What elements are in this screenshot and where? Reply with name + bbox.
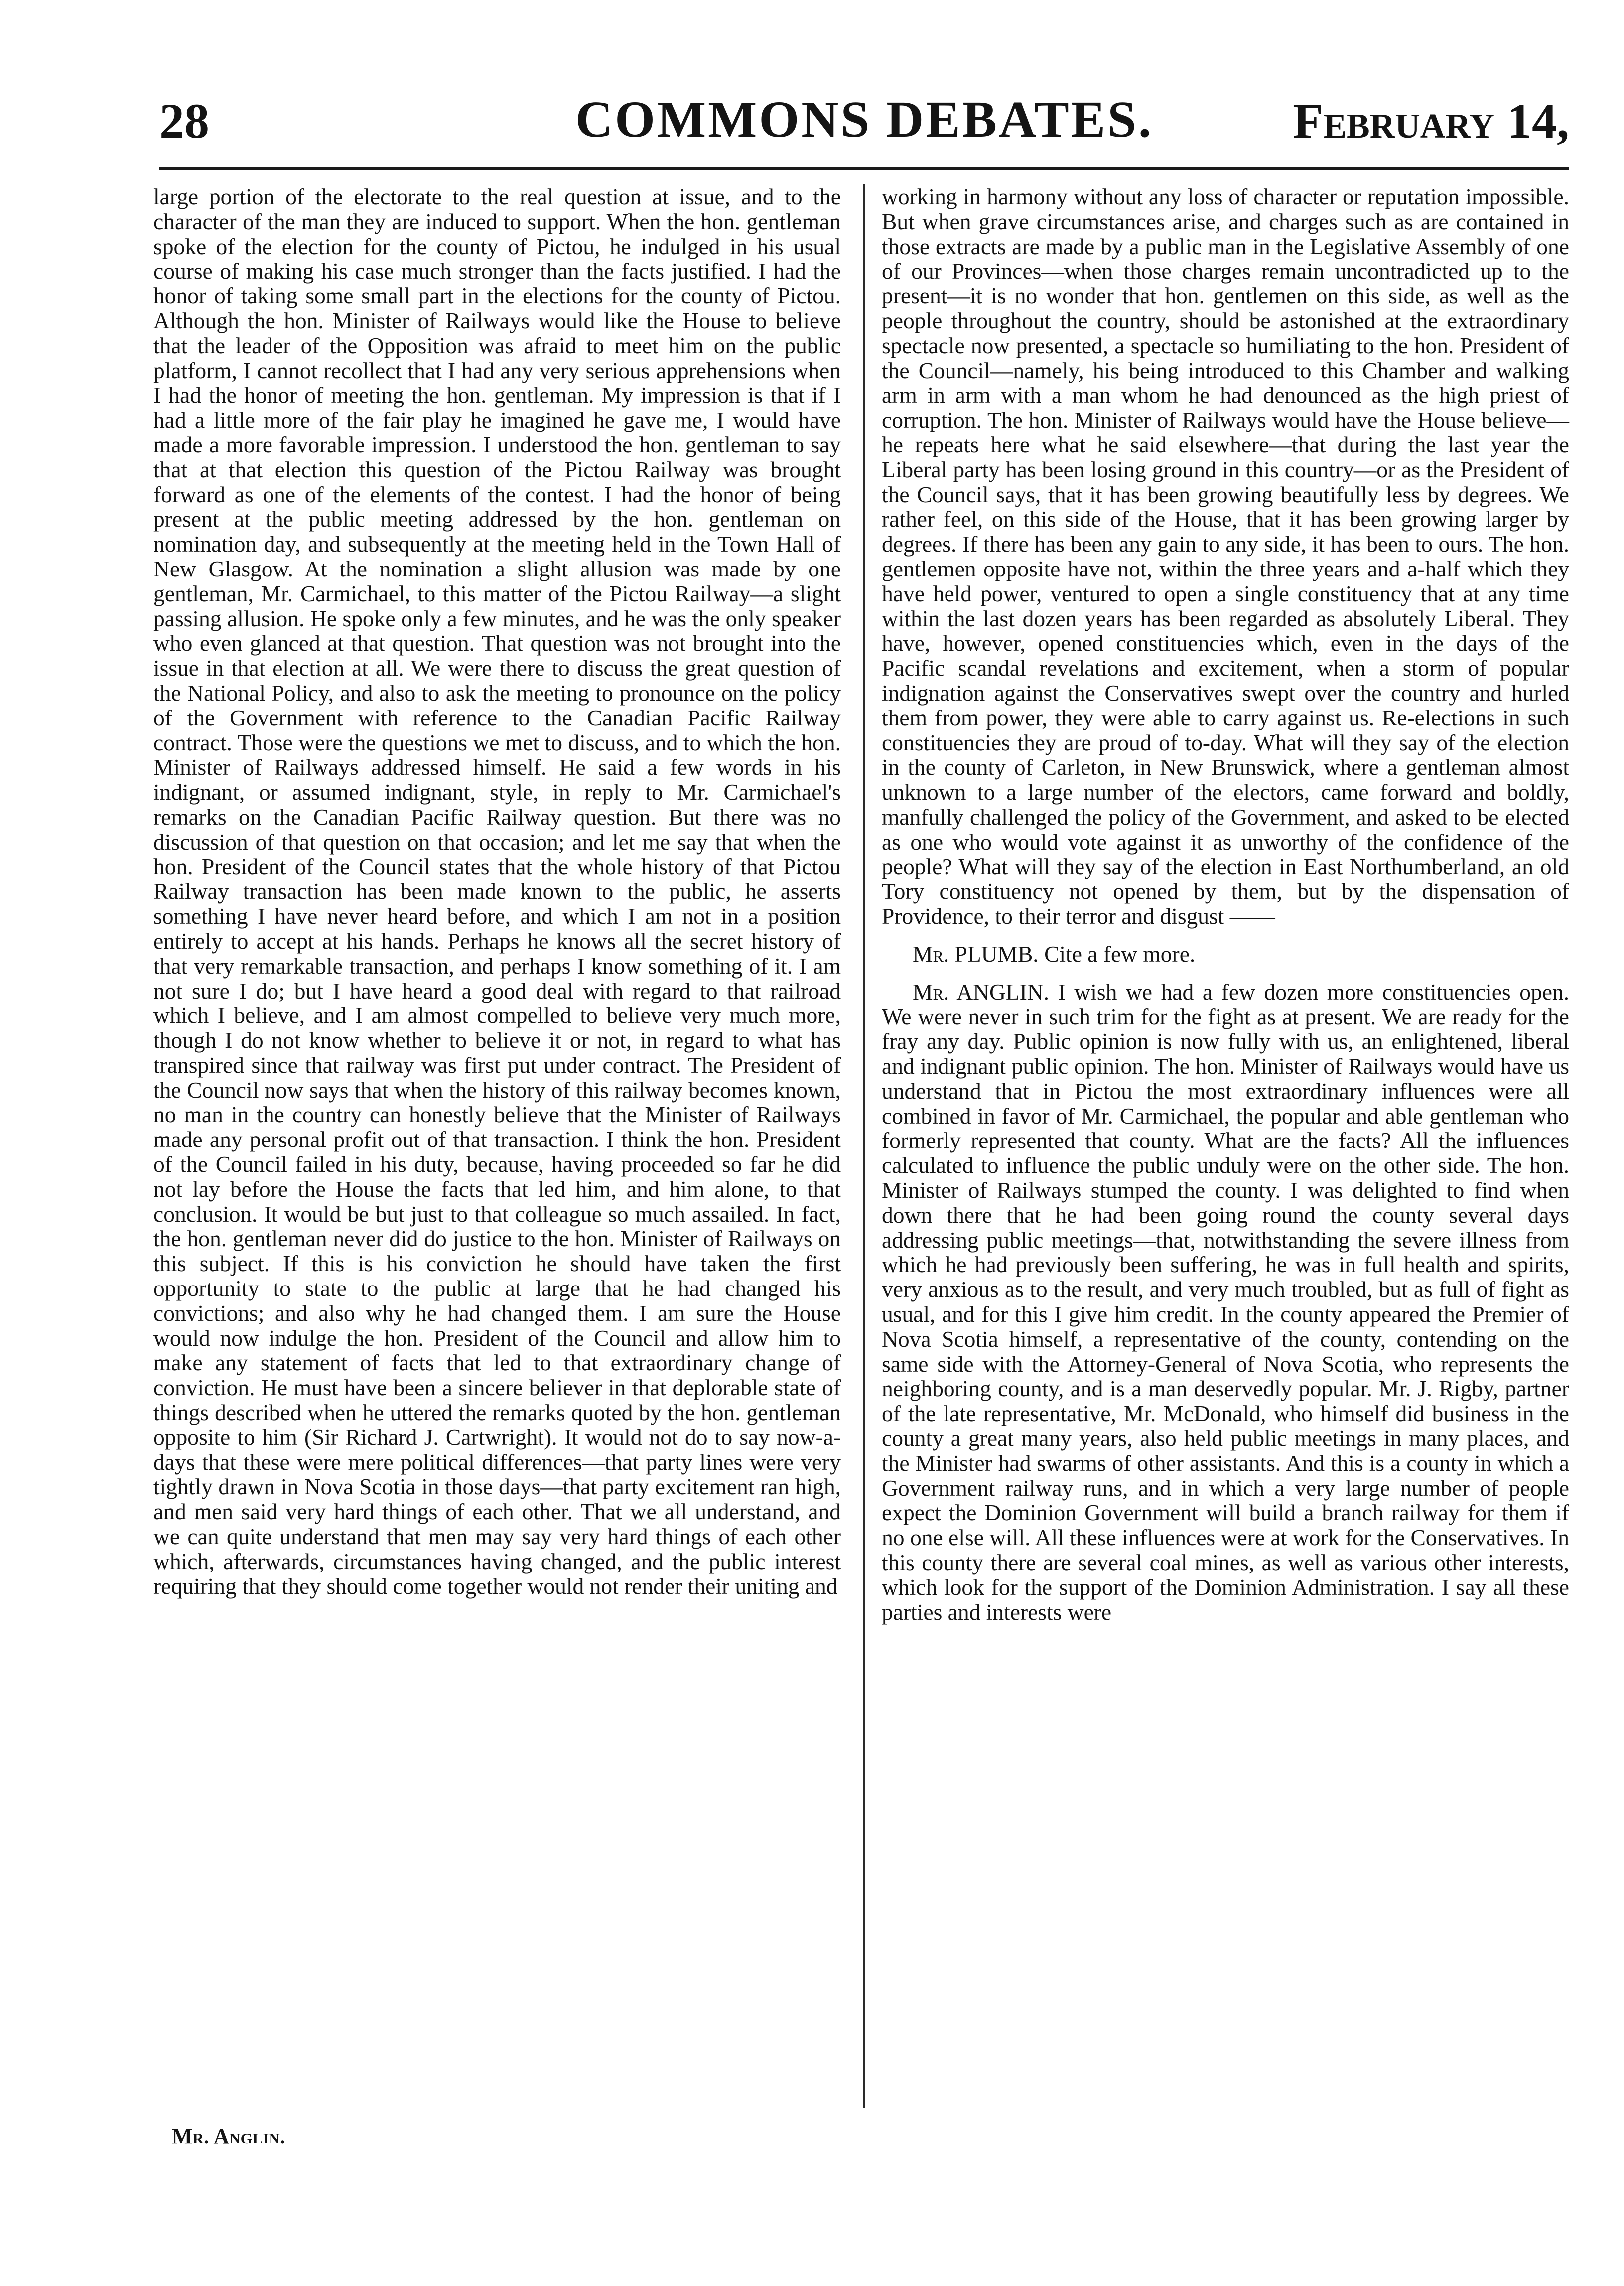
- paragraph: working in harmony without any loss of character or reputation impossible. But when grave circumstances arise, and charges such as are contained in those extracts are made by a public man in the Legislative Assembly of one of our Provinces—when those charges remain uncontradicted up to the present—it is no wonder that hon. gentlemen on this side, as well as the people throughout the country, should be astonished at the extraordinary spectacle now presented, a spectacle so humiliating to the hon. President of the Council—namely, his being introduced to this Chamber and walking arm in arm with a man whom he had denounced as the high priest of corruption. The hon. Minister of Railways would have the House believe—he repeats here what he said elsewhere—that during the last year the Liberal party has been losing ground in this country—or as the President of the Council says, that it has been growing beautifully less by degrees. We rather feel, on this side of the House, that it has been growing larger by degrees. If there has been any gain to any side, it has been to ours. The hon. gentlemen opposite have not, within the three years and a-half which they have held power, ventured to open a single constituency that at any time within the last dozen years has been regarded as absolutely Liberal. They have, however, opened constituencies which, even in the days of the Pacific scandal revelations and excitement, when a storm of popular indignation against the Conservatives swept over the country and hurled them from power, they were able to carry against us. Re-elections in such constituencies they are proud of to-day. What will they say of the election in the county of Carleton, in New Brunswick, where a gentleman almost unknown to a large number of the electors, came forward and boldly, manfully challenged the policy of the Government, and asked to be elected as one who would vote against it as unworthy of the confidence of the people? What will they say of the election in East Northumberland, an old Tory constituency not opened by them, but by the dispensation of Providence, to their terror and disgust ——: [882, 184, 1569, 929]
- speech-anglin: [882, 980, 1569, 1625]
- speaker-name: Mr. ANGLIN.: [913, 979, 1050, 1004]
- page-number: 28: [159, 93, 209, 148]
- left-column: [153, 184, 841, 1611]
- page-date: February 14,: [1293, 93, 1569, 148]
- speech-text: I wish we had a few dozen more constituencies open. We were never in such trim for the fight as at present. We are ready for the fray any day. Public opinion is now fully with us, an enlightened, liberal and indignant public opinion. The hon. Minister of Railways would have us understand that in Pictou the most extraordinary influences were all combined in favor of Mr. Carmichael, the popular and able gentleman who formerly represented that county. What are the facts? All the influences calculated to influence the public unduly were on the other side. The hon. Minister of Railways stumped the county. I was delighted to find when down there that he had been going round the county several days addressing public meetings—that, notwithstanding the severe illness from which he had previously been suffering, he was in full health and spirits, very anxious as to the result, and very much troubled, but as full of fight as usual, and for this I give him credit. In the county appeared the Premier of Nova Scotia himself, a representative of the county, contending on the same side with the Attorney-General of Nova Scotia, who represents the neighboring county, and is a man deservedly popular. Mr. J. Rigby, partner of the late representative, Mr. McDonald, who himself did business in the county a great many years, also held public meetings in many places, and the Minister had swarms of other assistants. And this is a county in which a Government railway runs, and in which a very large number of people expect the Dominion Government will build a branch railway for them if no one else will. All these influences were at work for the Conservatives. In this county there are several coal mines, as well as various other interests, which look for the support of the Dominion Administration. I say all these parties and interests were: [882, 979, 1570, 1625]
- speaker-name: Mr. PLUMB.: [913, 941, 1039, 967]
- right-column: [882, 184, 1569, 1637]
- column-divider: [863, 184, 865, 2108]
- page-title: COMMONS DEBATES.: [575, 91, 1153, 148]
- header-rule: [159, 167, 1569, 170]
- paragraph: large portion of the electorate to the real question at issue, and to the character of the man they are induced to support. When the hon. gentleman spoke of the election for the county of Pictou, he indulged in his usual course of making his case much stronger than the facts justified. I had the honor of taking some small part in the elections for the county of Pictou. Although the hon. Minister of Railways would like the House to believe that the leader of the Opposition was afraid to meet him on the public platform, I cannot recollect that I had any very serious apprehensions when I had the honor of meeting the hon. gentleman. My impression is that if I had a little more of the fair play he imagined he gave me, I would have made a more favorable impression. I understood the hon. gentleman to say that at that election this question of the Pictou Railway was brought forward as one of the elements of the contest. I had the honor of being present at the public meeting addressed by the hon. gentleman on nomination day, and subsequently at the meeting held in the Town Hall of New Glasgow. At the nomination a slight allusion was made by one gentleman, Mr. Carmichael, to this matter of the Pictou Railway—a slight passing allusion. He spoke only a few minutes, and he was the only speaker who even glanced at that question. That question was not brought into the issue in that election at all. We were there to discuss the great question of the National Policy, and also to ask the meeting to pronounce on the policy of the Government with reference to the Canadian Pacific Railway contract. Those were the questions we met to discuss, and to which the hon. Minister of Railways addressed himself. He said a few words in his indignant, or assumed indignant, style, in reply to Mr. Carmichael's remarks on the Canadian Pacific Railway question. But there was no discussion of that question on that occasion; and let me say that when the hon. President of the Council states that the whole history of that Pictou Railway transaction has been made known to the public, he asserts something I have never heard before, and which I am not in a position entirely to accept at his hands. Perhaps he knows all the secret history of that very remarkable transaction, and perhaps I know something of it. I am not sure I do; but I have heard a good deal with regard to that railroad which I believe, and I am almost compelled to believe very much more, though I do not know whether to believe it or not, in regard to what has transpired since that railway was first put under contract. The President of the Council now says that when the history of this railway becomes known, no man in the country can honestly believe that the Minister of Railways made any personal profit out of that transaction. I think the hon. President of the Council failed in his duty, because, having proceeded so far he did not lay before the House the facts that led him, and him alone, to that conclusion. It would be but just to that colleague so much assailed. In fact, the hon. gentleman never did do justice to the hon. Minister of Railways on this subject. If this is his conviction he should have taken the first opportunity to state to the public at large that he had changed his convictions; and also why he had changed them. I am sure the House would now indulge the hon. President of the Council and allow him to make any statement of facts that led to that extraordinary change of conviction. He must have been a sincere believer in that deplorable state of things described when he uttered the remarks quoted by the hon. gentleman opposite to him (Sir Richard J. Cartwright). It would not do to say now-a-days that these were mere political differences—that party lines were very tightly drawn in Nova Scotia in those days—that party excitement ran high, and men said very hard things of each other. That we all understand, and we can quite understand that men may say very hard things of each other which, afterwards, circumstances having changed, and the public interest requiring that they should come together would not render their uniting and: [153, 184, 841, 1599]
- footer-speaker: Mr. Anglin.: [172, 2124, 285, 2148]
- page-header: [159, 87, 1569, 157]
- speech-plumb: [882, 942, 1569, 967]
- speech-text: Cite a few more.: [1044, 941, 1196, 967]
